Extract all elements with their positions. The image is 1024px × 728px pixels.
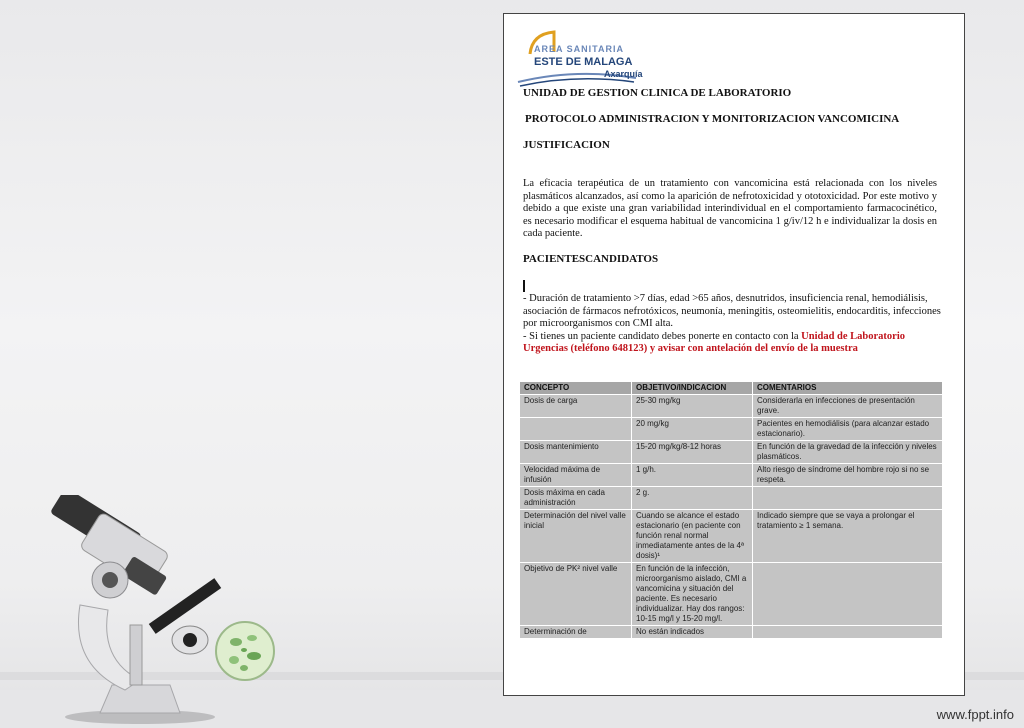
table-row — [520, 441, 943, 464]
table-cell: Objetivo de PK² nivel valle — [520, 563, 632, 626]
table-header-row — [520, 382, 943, 395]
logo-line-3: Axarquía — [604, 69, 643, 79]
table-row — [520, 626, 943, 639]
table-cell: 20 mg/kg — [632, 418, 753, 441]
table-row — [520, 418, 943, 441]
table-row — [520, 487, 943, 510]
heading-protocol: PROTOCOLO ADMINISTRACION Y MONITORIZACION VANCOMICINA — [525, 113, 900, 125]
document-page — [503, 13, 965, 696]
table-cell: 25-30 mg/kg — [632, 395, 753, 418]
table-cell: Alto riesgo de síndrome del hombre rojo si no se respeta. — [753, 464, 943, 487]
candidates-bullet-1: - Duración de tratamiento >7 días, edad >65 años, desnutridos, insuficiencia renal, hemodiálisis, asociación de fármacos nefrotóxicos, neumonía, meningitis, osteomielitis, endocarditis, infecciones por microorganismos con CMI alta. — [523, 293, 941, 329]
table-cell: Determinación de — [520, 626, 632, 639]
table-cell — [753, 487, 943, 510]
column-header-objetivo: OBJETIVO/INDICACION — [632, 382, 753, 395]
table-cell: En función de la gravedad de la infección y niveles plasmáticos. — [753, 441, 943, 464]
table-cell: Considerarla en infecciones de presentación grave. — [753, 395, 943, 418]
table-cell: Indicado siempre que se vaya a prolongar el tratamiento ≥ 1 semana. — [753, 510, 943, 563]
table-cell: Cuando se alcance el estado estacionario (en paciente con función renal normal inmediatamente antes de la 4ª dosis)¹ — [632, 510, 753, 563]
table-cell: Dosis mantenimiento — [520, 441, 632, 464]
table-cell: Dosis máxima en cada administración — [520, 487, 632, 510]
table-row — [520, 395, 943, 418]
candidates-list — [523, 293, 943, 356]
heading-candidates: PACIENTESCANDIDATOS — [523, 253, 659, 265]
table-cell: Determinación del nivel valle inicial — [520, 510, 632, 563]
table-row — [520, 510, 943, 563]
table-cell: 1 g/h. — [632, 464, 753, 487]
bullet-2-text: - Si tienes un paciente candidato debes ponerte en contacto con la — [523, 330, 802, 342]
table-cell: Dosis de carga — [520, 395, 632, 418]
table-cell: 2 g. — [632, 487, 753, 510]
heading-justification: JUSTIFICACION — [523, 139, 610, 151]
table-cell: En función de la infección, microorganismo aislado, CMI a vancomicina y situación del paciente. Es necesario individualizar. Hay dos rangos: 10-15 mg/l y 15-20 mg/l. — [632, 563, 753, 626]
watermark-url: www.fppt.info — [936, 707, 1014, 722]
microscope-illustration — [30, 495, 290, 725]
logo — [516, 24, 656, 88]
dosing-table — [519, 381, 943, 639]
petri-dish-icon — [214, 620, 276, 682]
table-cell: Velocidad máxima de infusión — [520, 464, 632, 487]
table-cell — [753, 563, 943, 626]
column-header-comentarios: COMENTARIOS — [753, 382, 943, 395]
table-cell — [520, 418, 632, 441]
table-cell — [753, 626, 943, 639]
logo-line-1: AREA SANITARIA — [534, 44, 624, 54]
table-cell: 15-20 mg/kg/8-12 horas — [632, 441, 753, 464]
table-row — [520, 464, 943, 487]
bullet-2-contact-highlight: Unidad de Laboratorio Urgencias (teléfono 648123) y avisar con antelación del envío de la muestra — [523, 330, 906, 354]
candidates-bullet-2 — [523, 331, 943, 356]
table-cell: No están indicados — [632, 626, 753, 639]
table-row — [520, 563, 943, 626]
column-header-concepto: CONCEPTO — [520, 382, 632, 395]
text-cursor — [523, 280, 525, 292]
table-cell: Pacientes en hemodiálisis (para alcanzar estado estacionario). — [753, 418, 943, 441]
heading-unit: UNIDAD DE GESTION CLINICA DE LABORATORIO — [523, 87, 792, 99]
justification-paragraph: La eficacia terapéutica de un tratamiento con vancomicina está relacionada con los niveles plasmáticos alcanzados, así como la aparición de nefrotoxicidad y ototoxicidad. Por este motivo y debido a que existe una gran variabilidad interindividual en el comportamiento farmacocinético, es necesario modificar el esquema habitual de vancomicina 1 g/iv/12 h e individualizar la dosis en cada paciente. — [523, 178, 937, 239]
logo-line-2: ESTE DE MALAGA — [534, 56, 633, 68]
